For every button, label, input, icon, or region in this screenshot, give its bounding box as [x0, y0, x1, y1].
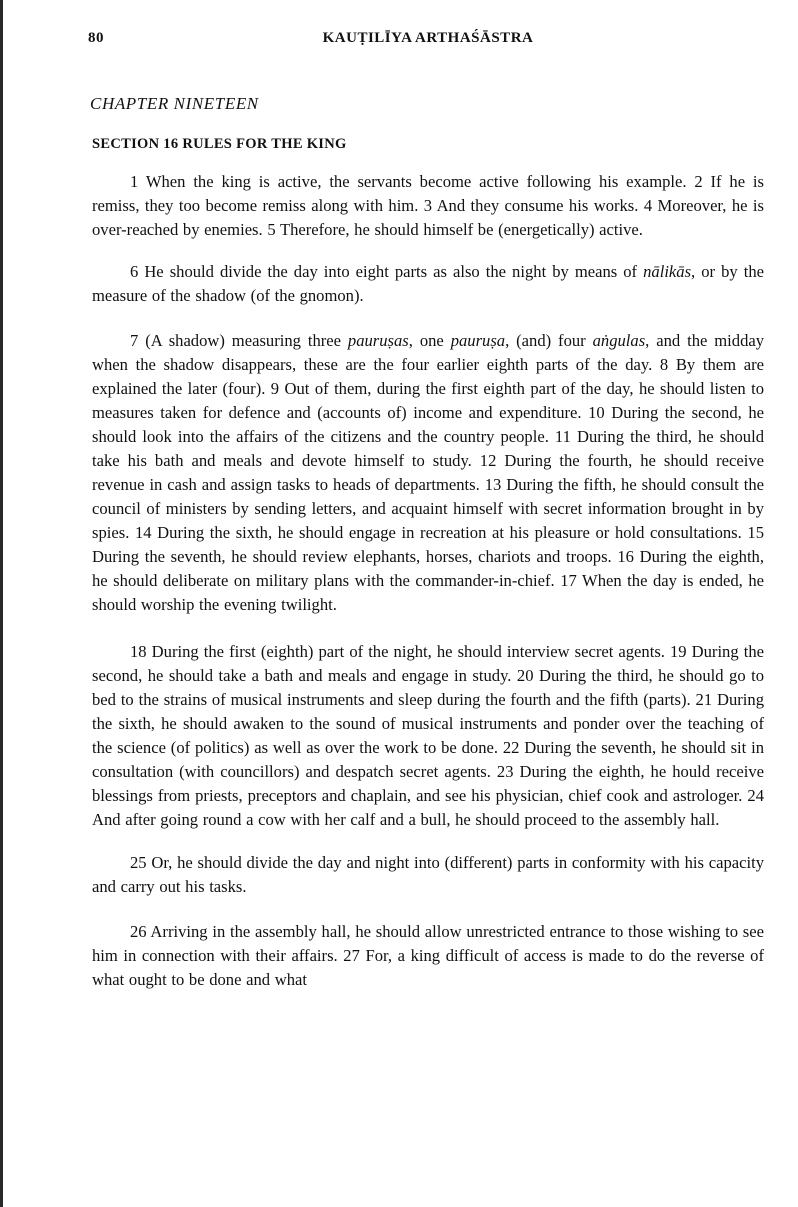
paragraph-4: 18 During the first (eighth) part of the night, he should interview secret agents. 19 During the second, he should take a bath and meals and engage in study. 20 During the third, he should go to bed to the strains of musical instruments and sleep during the fourth and the fifth (parts). 21 During the sixth, he should awaken to the sound of musical instruments and ponder over the teaching of the science (of politics) as well as over the work to be done. 22 During the seventh, he should sit in consultation (with councillors) and despatch secret agents. 23 During the eighth, he hould receive blessings from priests, preceptors and chaplain, and see his physician, chief cook and astrologer. 24 And after going round a cow with her calf and a bull, he should proceed to the assembly hall.: [92, 642, 764, 829]
term-paurusas: pauruṣas: [347, 331, 409, 350]
section-heading: SECTION 16 RULES FOR THE KING: [92, 136, 347, 152]
paragraph-2: 6 He should divide the day into eight parts as also the night by means of nālikās, or by the measure of the shadow (of the gnomon).: [92, 262, 764, 305]
paragraph-1: 1 When the king is active, the servants become active following his example. 2 If he is remiss, they too become remiss along with him. 3 And they consume his works. 4 Moreover, he is over-reached by enemies. 5 Therefore, he should himself be (energetically) active.: [92, 172, 764, 239]
term-nalikas: nālikās: [643, 262, 692, 281]
running-head: [88, 30, 764, 52]
term-angulas: aṅgulas: [592, 331, 646, 350]
scan-edge: [0, 0, 3, 1207]
book-page: [88, 30, 765, 992]
paragraph-3: 7 (A shadow) measuring three pauruṣas, one pauruṣa, (and) four aṅgulas, and the midday when the shadow disappears, these are the four earlier eighth parts of the day. 8 By them are explained the later (four). 9 Out of them, during the first eighth part of the day, he should listen to measures taken for defence and (accounts of) income and expenditure. 10 During the second, he should look into the affairs of the citizens and the country people. 11 During the third, he should take his bath and meals and devote himself to study. 12 During the fourth, he should receive revenue in cash and assign tasks to heads of departments. 13 During the fifth, he should consult the council of ministers by sending letters, and acquaint himself with secret information brought in by spies. 14 During the sixth, he should engage in recreation at his pleasure or hold consultations. 15 During the seventh, he should review elephants, horses, chariots and troops. 16 During the eighth, he should deliberate on military plans with the commander-in-chief. 17 When the day is ended, he should worship the evening twilight.: [92, 331, 765, 614]
paragraph-5: 25 Or, he should divide the day and night into (different) parts in conformity with his capacity and carry out his tasks.: [92, 853, 764, 896]
term-paurusa: pauruṣa: [450, 331, 506, 350]
page-number: 80: [88, 30, 104, 46]
paragraph-6: 26 Arriving in the assembly hall, he should allow unrestricted entrance to those wishing to see him in connection with their affairs. 27 For, a king difficult of access is made to do the reverse of what ought to be done and what: [92, 922, 764, 989]
chapter-title: CHAPTER NINETEEN: [90, 94, 259, 113]
book-title: KAUṬILĪYA ARTHAŚĀSTRA: [322, 30, 534, 46]
